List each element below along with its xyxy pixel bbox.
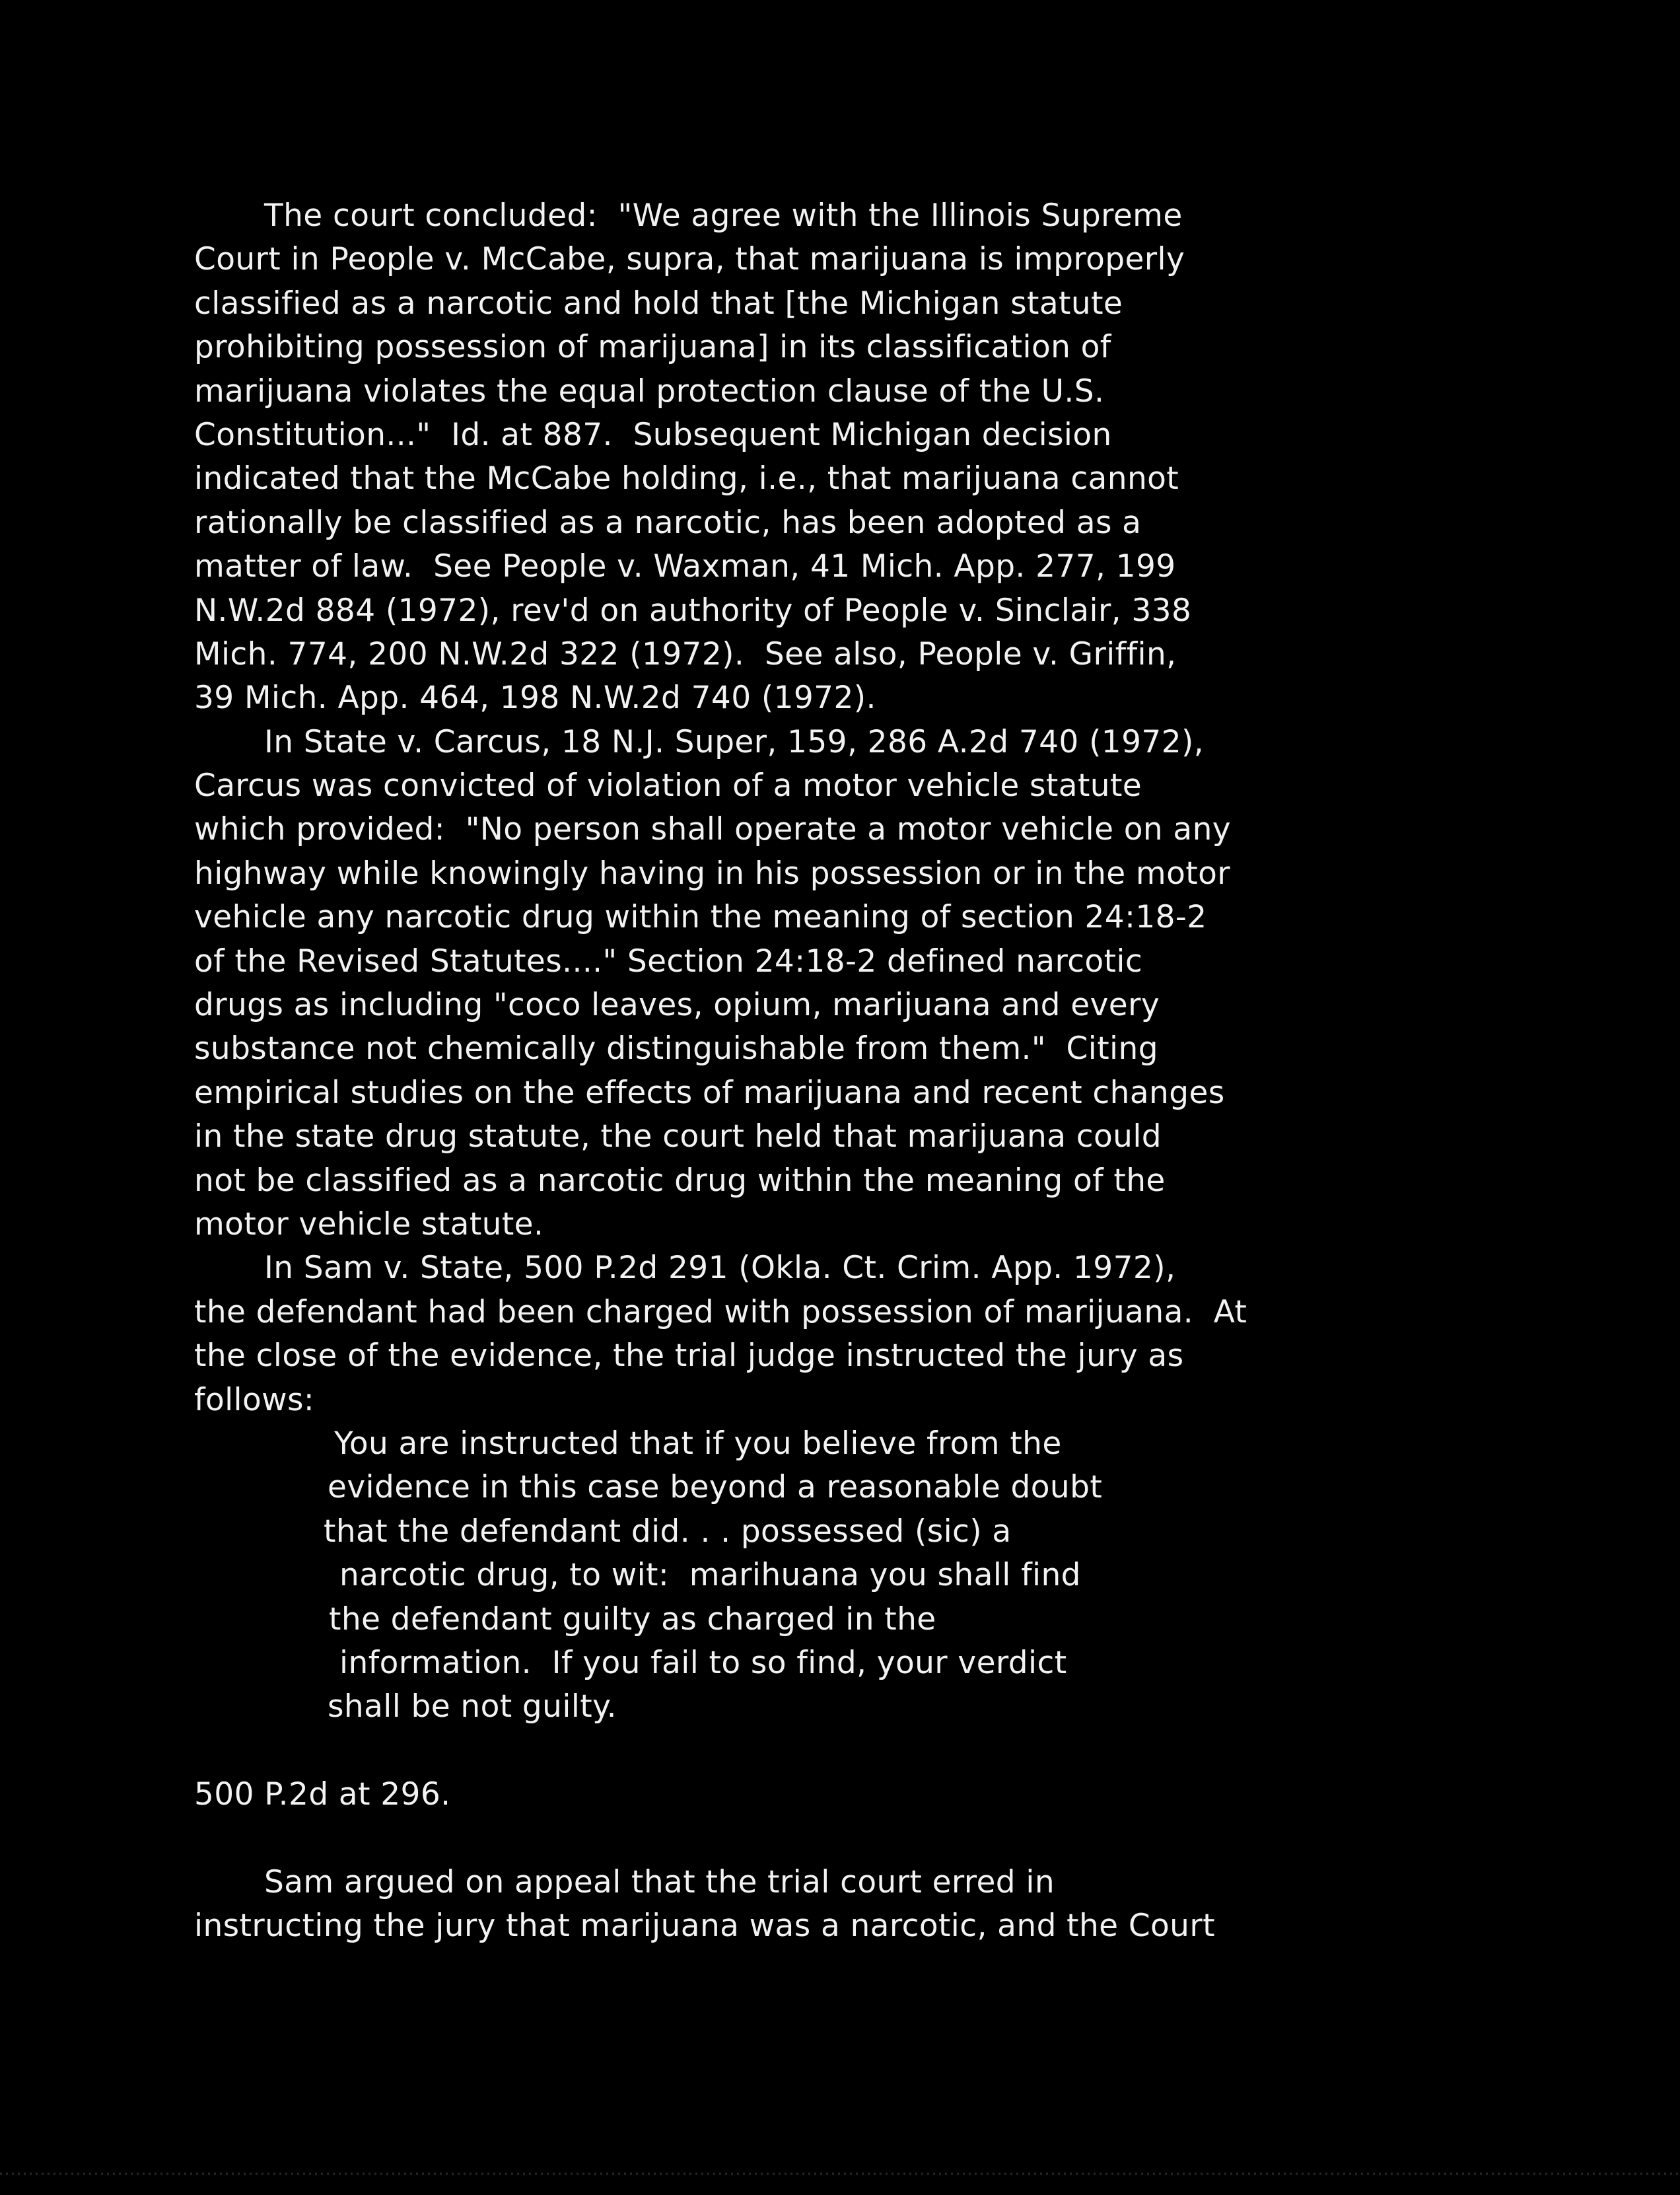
text-line: the close of the evidence, the trial judge instructed the jury as bbox=[194, 1338, 1184, 1375]
text-line: classified as a narcotic and hold that [the Michigan statute bbox=[194, 285, 1123, 322]
document-body bbox=[194, 194, 1370, 1949]
text-line: marijuana violates the equal protection clause of the U.S. bbox=[194, 373, 1105, 410]
text-line: indicated that the McCabe holding, i.e., that marijuana cannot bbox=[194, 460, 1179, 497]
spacer bbox=[194, 1817, 1370, 1860]
text-line: in the state drug statute, the court held that marijuana could bbox=[194, 1118, 1162, 1155]
quote-line: evidence in this case beyond a reasonable doubt bbox=[328, 1469, 1103, 1506]
quote-line: that the defendant did. . . possessed (sic) a bbox=[324, 1513, 1012, 1550]
text-line: In Sam v. State, 500 P.2d 291 (Okla. Ct. Crim. App. 1972), bbox=[264, 1250, 1176, 1287]
text-line: Court in People v. McCabe, supra, that marijuana is improperly bbox=[194, 241, 1185, 278]
paragraph-sam-v-state bbox=[194, 1246, 1370, 1422]
text-line: motor vehicle statute. bbox=[194, 1205, 544, 1242]
text-line: instructing the jury that marijuana was a narcotic, and the Court bbox=[194, 1908, 1215, 1945]
text-line: The court concluded: "We agree with the Illinois Supreme bbox=[264, 198, 1183, 234]
text-line: substance not chemically distinguishable from them." Citing bbox=[194, 1030, 1158, 1067]
text-line: empirical studies on the effects of marijuana and recent changes bbox=[194, 1074, 1225, 1111]
text-line: of the Revised Statutes...." Section 24:18-2 defined narcotic bbox=[194, 943, 1143, 980]
text-line: Constitution..." Id. at 887. Subsequent Michigan decision bbox=[194, 416, 1112, 453]
text-line: In State v. Carcus, 18 N.J. Super, 159, 286 A.2d 740 (1972), bbox=[264, 723, 1205, 760]
text-line: matter of law. See People v. Waxman, 41 Mich. App. 277, 199 bbox=[194, 548, 1176, 585]
quote-line: narcotic drug, to wit: marihuana you shall find bbox=[339, 1557, 1081, 1594]
quote-line: the defendant guilty as charged in the bbox=[329, 1601, 936, 1637]
text-line: highway while knowingly having in his possession or in the motor bbox=[194, 855, 1230, 892]
text-line: not be classified as a narcotic drug within the meaning of the bbox=[194, 1162, 1166, 1199]
text-line: drugs as including "coco leaves, opium, marijuana and every bbox=[194, 987, 1160, 1024]
text-line: Sam argued on appeal that the trial court erred in bbox=[264, 1863, 1055, 1900]
quote-line: information. If you fail to so find, your verdict bbox=[339, 1644, 1067, 1681]
text-line: rationally be classified as a narcotic, has been adopted as a bbox=[194, 504, 1142, 541]
spacer bbox=[194, 1729, 1370, 1773]
scan-edge-noise bbox=[0, 2173, 1680, 2175]
text-line: prohibiting possession of marijuana] in its classification of bbox=[194, 329, 1111, 366]
text-line: N.W.2d 884 (1972), rev'd on authority of People v. Sinclair, 338 bbox=[194, 592, 1192, 629]
text-line: Carcus was convicted of violation of a motor vehicle statute bbox=[194, 768, 1142, 805]
paragraph-sam-argued bbox=[194, 1861, 1370, 1949]
text-line: follows: bbox=[194, 1381, 315, 1418]
text-line: Mich. 774, 200 N.W.2d 322 (1972). See also, People v. Griffin, bbox=[194, 635, 1177, 672]
text-line: vehicle any narcotic drug within the meaning of section 24:18-2 bbox=[194, 899, 1207, 936]
paragraph-state-v-carcus bbox=[194, 721, 1370, 1247]
paragraph-court-concluded bbox=[194, 194, 1370, 721]
text-line: the defendant had been charged with possession of marijuana. At bbox=[194, 1293, 1247, 1330]
quote-line: You are instructed that if you believe from the bbox=[334, 1425, 1062, 1462]
text-line: which provided: "No person shall operate a motor vehicle on any bbox=[194, 811, 1232, 848]
text-line: 39 Mich. App. 464, 198 N.W.2d 740 (1972). bbox=[194, 680, 876, 717]
block-quote-jury-instruction bbox=[194, 1422, 1370, 1729]
quote-line: shall be not guilty. bbox=[328, 1688, 617, 1725]
citation-line: 500 P.2d at 296. bbox=[194, 1776, 451, 1813]
